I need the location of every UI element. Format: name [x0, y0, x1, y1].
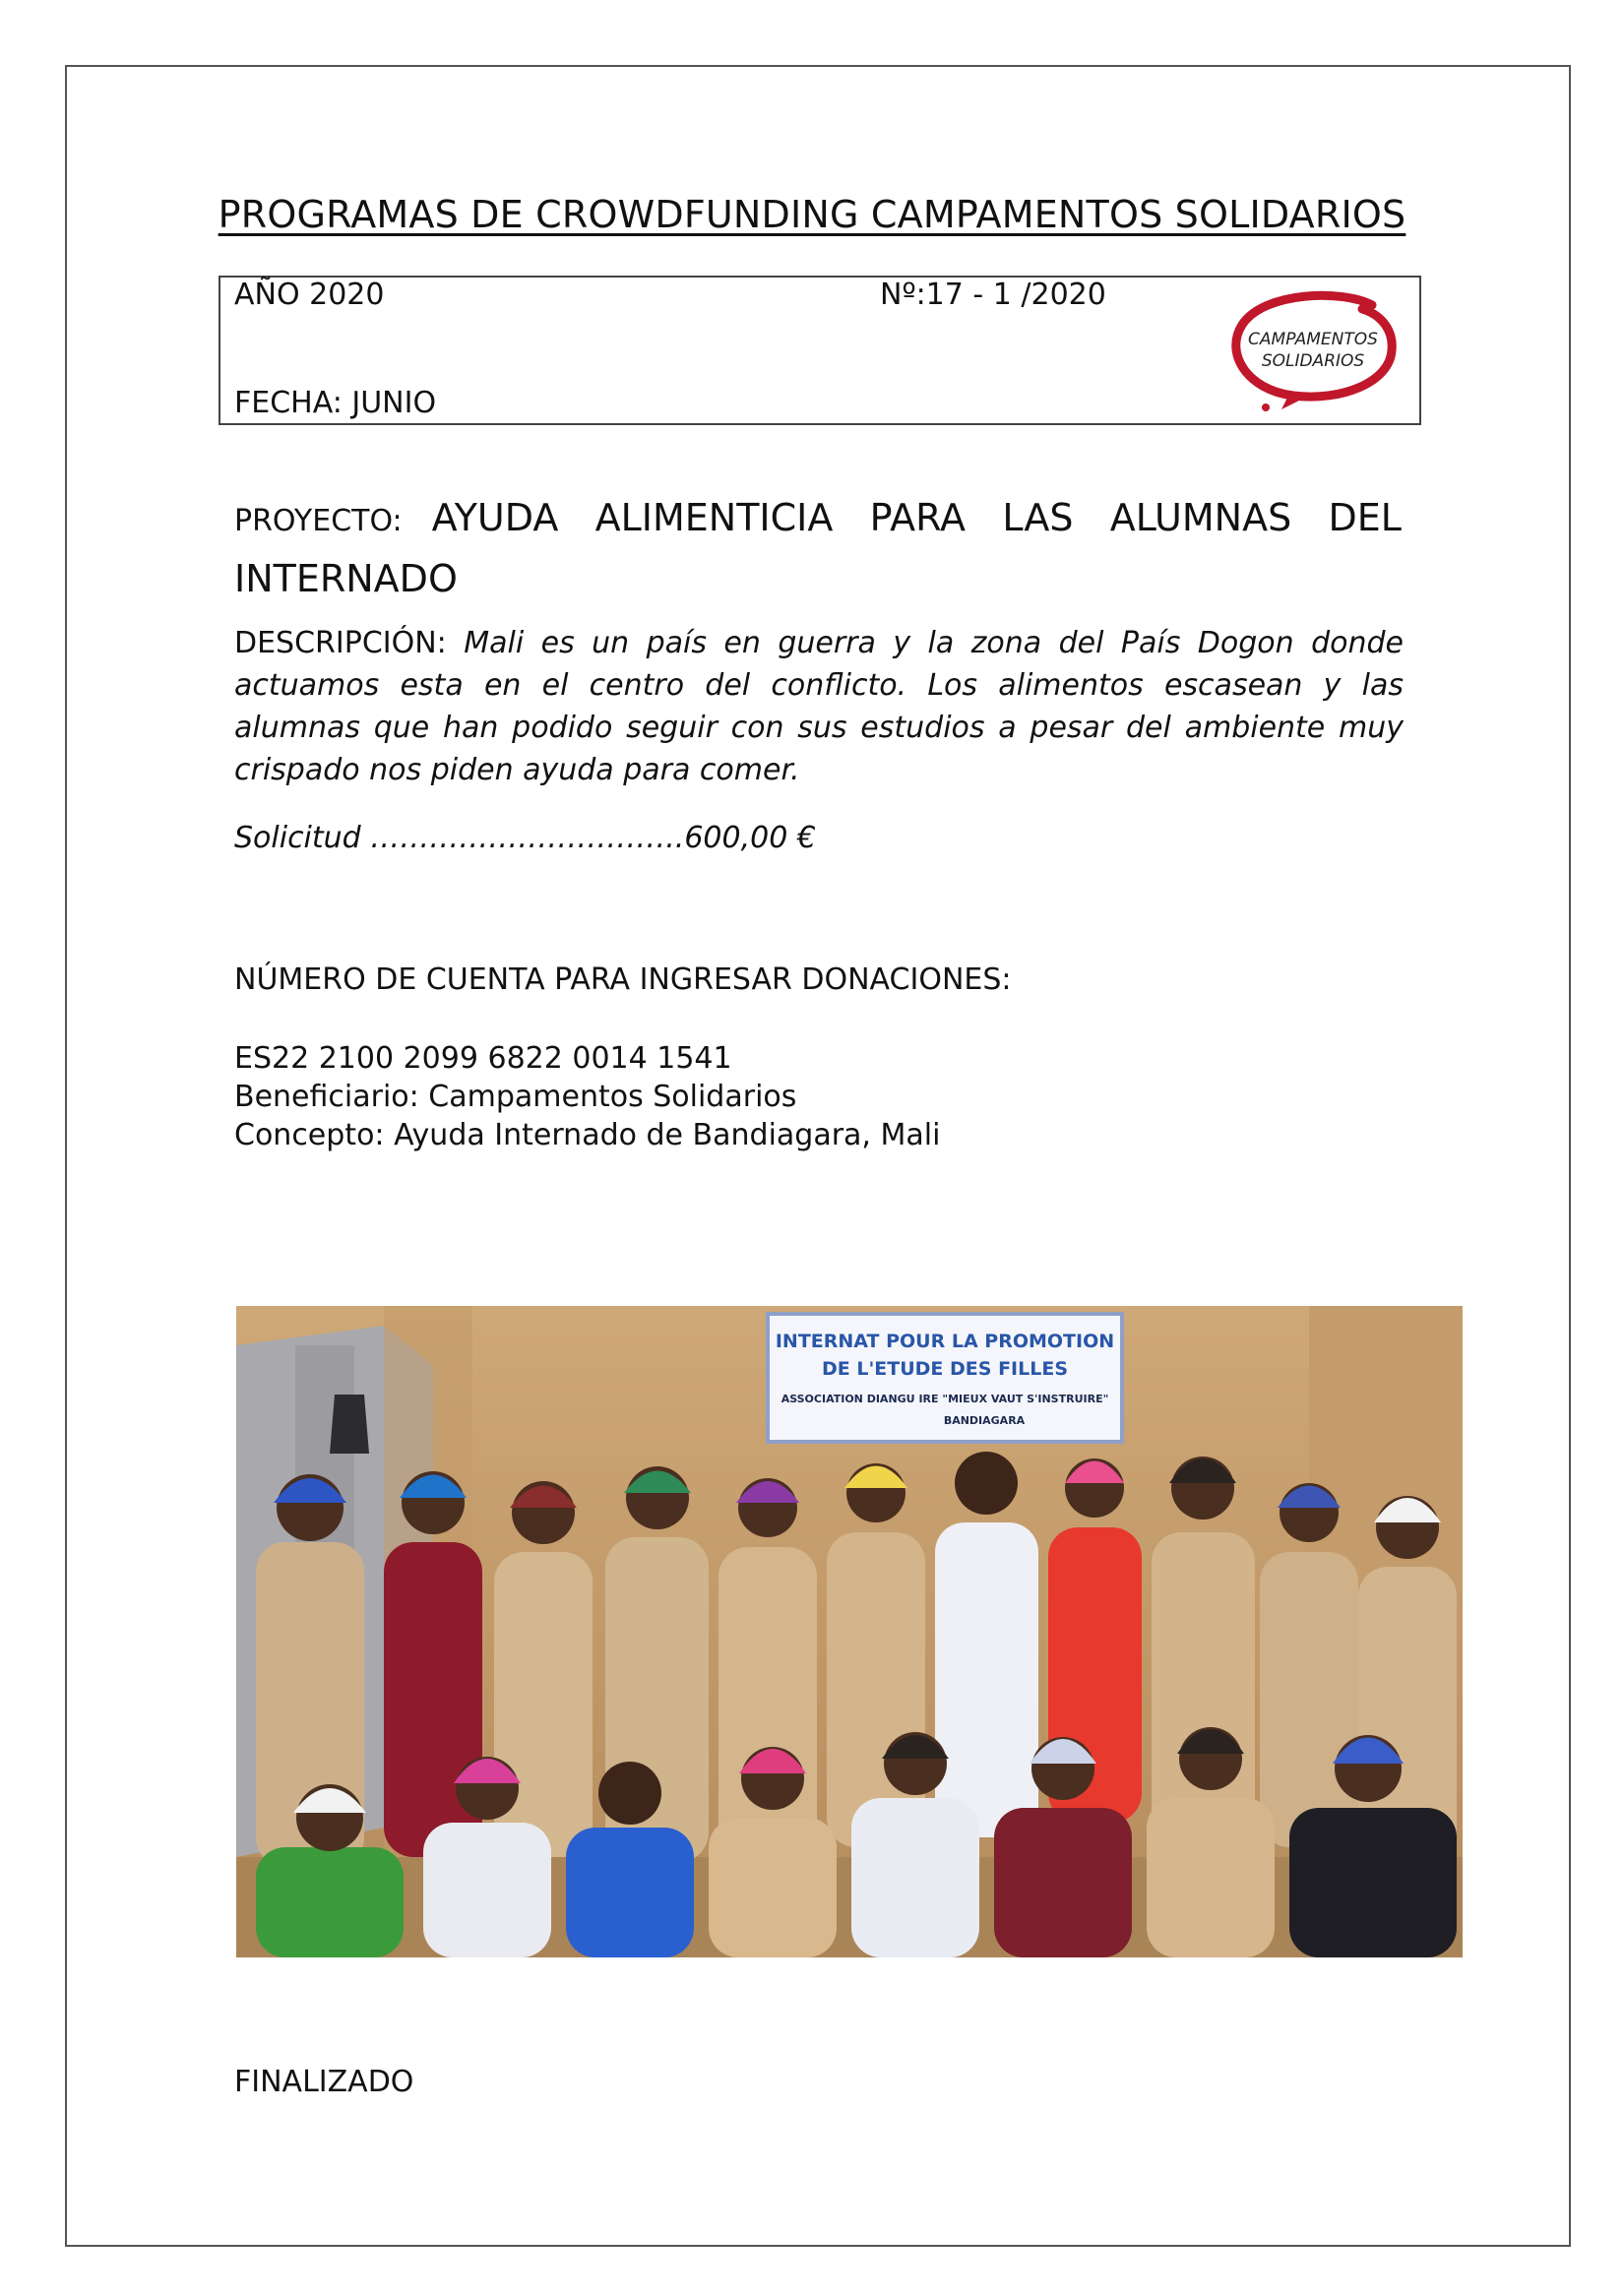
logo-line-2: SOLIDARIOS: [1261, 351, 1365, 371]
program-number: Nº:17 - 1 /2020: [880, 278, 1106, 312]
project-label: PROYECTO:: [234, 504, 403, 538]
account-title: NÚMERO DE CUENTA PARA INGRESAR DONACIONES:: [234, 962, 1012, 997]
group-photo-illustration: [236, 1306, 1463, 1957]
beneficiary: Beneficiario: Campamentos Solidarios: [234, 1080, 797, 1114]
project-word: ALIMENTICIA: [594, 496, 834, 539]
request-amount: Solicitud …………………………..600,00 €: [234, 821, 816, 855]
group-photo: [236, 1306, 1463, 1957]
campamentos-logo: [1224, 287, 1402, 415]
school-sign: [768, 1314, 1122, 1442]
logo-line-1: CAMPAMENTOS: [1248, 330, 1378, 349]
sign-line-3: ASSOCIATION DIANGU IRE "MIEUX VAUT S'INSTRUIRE": [781, 1393, 1109, 1405]
project-word: PARA: [869, 496, 967, 539]
header-box: [219, 276, 1421, 425]
description-label: DESCRIPCIÓN:: [234, 626, 447, 660]
concept: Concepto: Ayuda Internado de Bandiagara, Mali: [234, 1118, 941, 1152]
year-label: AÑO 2020: [234, 278, 385, 312]
date-label: FECHA: JUNIO: [234, 386, 437, 420]
iban: ES22 2100 2099 6822 0014 1541: [234, 1041, 732, 1076]
description-text: Mali es un país en guerra y la zona del País Dogon donde actuamos esta en el centro del conflicto. Los alimentos escasean y las alumnas que han podido seguir con sus estudios a pesar del ambiente muy crispado nos piden ayuda para comer.: [234, 626, 1404, 787]
sign-line-2: DE L'ETUDE DES FILLES: [822, 1358, 1068, 1380]
account-details: [234, 1039, 940, 1154]
project-status: FINALIZADO: [234, 2065, 414, 2099]
project-word: AYUDA: [431, 496, 559, 539]
sign-line-1: INTERNAT POUR LA PROMOTION: [775, 1331, 1115, 1352]
project-title-line-2: INTERNADO: [234, 557, 458, 600]
description: [234, 622, 1404, 791]
sign-line-4: BANDIAGARA: [943, 1414, 1026, 1427]
project-word: DEL: [1328, 496, 1402, 539]
document-title: PROGRAMAS DE CROWDFUNDING CAMPAMENTOS SOLIDARIOS: [218, 193, 1406, 236]
project-section: [234, 490, 1402, 608]
project-word: ALUMNAS: [1109, 496, 1292, 539]
project-word: LAS: [1002, 496, 1074, 539]
